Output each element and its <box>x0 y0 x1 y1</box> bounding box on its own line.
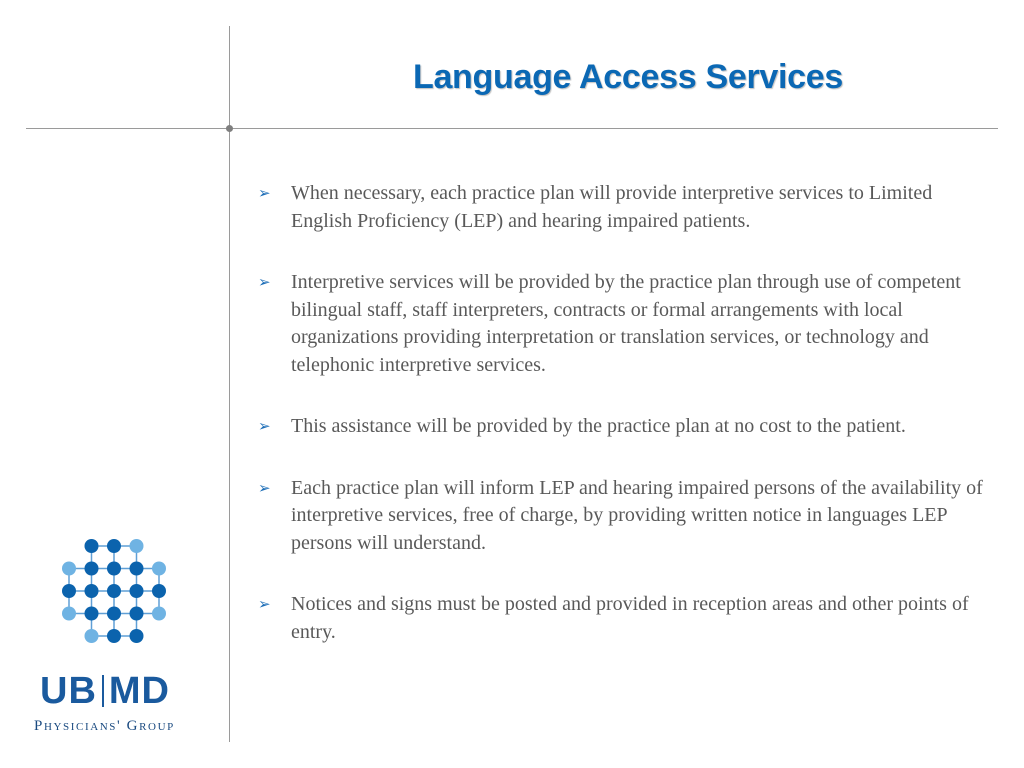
arrow-right-icon: ➢ <box>258 273 271 291</box>
arrow-right-icon: ➢ <box>258 417 271 435</box>
bullet-item <box>258 180 988 235</box>
logo-grid-dot <box>152 584 166 598</box>
logo-md: MD <box>108 670 170 712</box>
bullet-text: Notices and signs must be posted and provided in reception areas and other points of entry. <box>291 593 969 643</box>
logo-grid-dot <box>107 584 121 598</box>
logo-tagline: Physicians' Group <box>34 718 175 734</box>
logo-separator <box>102 675 104 707</box>
bullet-text: Interpretive services will be provided by the practice plan through use of competent bilingual staff, staff interpreters, contracts or formal arrangements with local organizations providing interpretation or translation services, or technology and telephonic interpretive services. <box>291 271 961 376</box>
vertical-rule <box>229 26 230 742</box>
logo-grid-dot <box>130 584 144 598</box>
bullet-item <box>258 269 988 379</box>
rule-junction-dot <box>226 125 233 132</box>
logo-wordmark <box>40 670 170 713</box>
logo-grid-dot <box>85 584 99 598</box>
logo-grid-dot <box>107 607 121 621</box>
logo-grid-dot <box>130 629 144 643</box>
bullet-item <box>258 475 988 558</box>
bullet-item <box>258 591 988 646</box>
logo-grid-dot <box>62 607 76 621</box>
bullet-text: When necessary, each practice plan will provide interpretive services to Limited English Proficiency (LEP) and hearing impaired patients. <box>291 182 933 232</box>
logo-dot-grid-icon <box>58 535 170 647</box>
arrow-right-icon: ➢ <box>258 478 271 497</box>
arrow-right-icon: ➢ <box>258 595 271 613</box>
logo-grid-dot <box>85 562 99 576</box>
logo-ub: UB <box>40 670 97 712</box>
bullet-item <box>258 413 988 441</box>
arrow-right-icon: ➢ <box>258 184 271 202</box>
logo-grid-dot <box>152 562 166 576</box>
logo-grid-dot <box>130 539 144 553</box>
bullet-text: This assistance will be provided by the practice plan at no cost to the patient. <box>291 415 906 437</box>
bullet-text: Each practice plan will inform LEP and hearing impaired persons of the availability of interpretive services, free of charge, by providing written notice in languages LEP persons will understand. <box>291 476 983 554</box>
logo-grid-dot <box>85 607 99 621</box>
logo-grid-dot <box>107 629 121 643</box>
logo-grid-dot <box>107 562 121 576</box>
horizontal-rule <box>26 128 998 129</box>
logo-grid-dot <box>85 629 99 643</box>
logo-grid-dot <box>85 539 99 553</box>
slide-title: Language Access Services <box>412 58 843 96</box>
logo-grid-dot <box>107 539 121 553</box>
bullet-list <box>258 180 988 680</box>
logo-grid-dot <box>130 562 144 576</box>
logo-grid-dot <box>62 584 76 598</box>
logo-grid-dot <box>152 607 166 621</box>
logo-grid-dot <box>62 562 76 576</box>
logo-grid-dot <box>130 607 144 621</box>
